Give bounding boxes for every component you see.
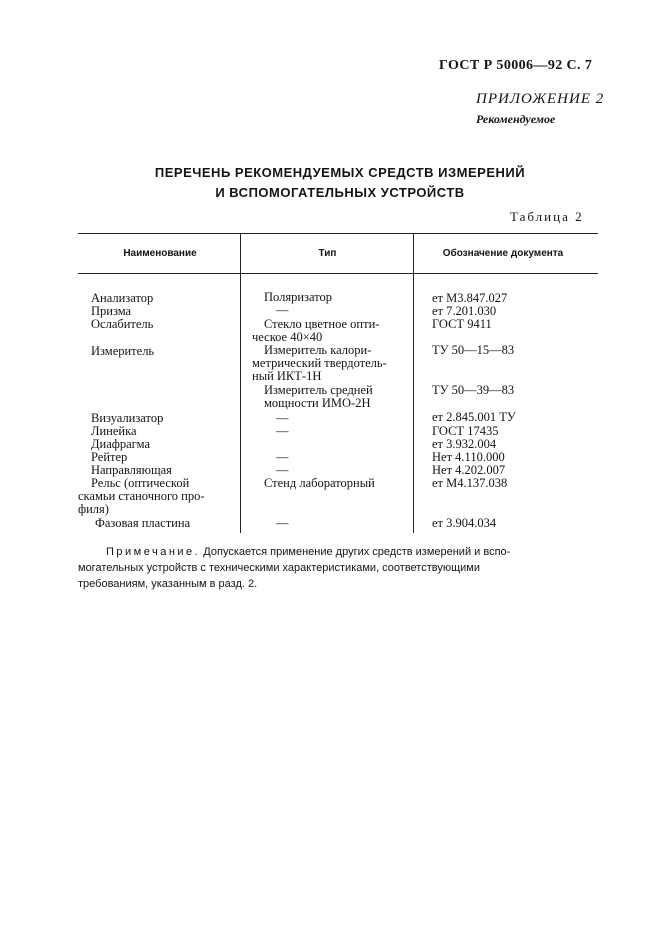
table-header-doc: Обозначение документа: [442, 248, 564, 259]
table-cell-doc: ет М3.847.027: [432, 291, 508, 305]
table-column-divider-2: [413, 233, 414, 533]
note-lead: Примечание.: [106, 546, 201, 558]
table-cell-name: Анализатор: [91, 291, 154, 305]
table-cell-type: —: [276, 303, 289, 317]
table-header-type: Тип: [318, 248, 337, 259]
document-title: [80, 163, 600, 203]
table-header-name: Наименование: [123, 248, 197, 259]
table-cell-name: Диафрагма: [91, 437, 150, 451]
table-cell-doc: ТУ 50—15—83: [432, 343, 515, 357]
table-cell-type: Стекло цветное опти-: [264, 317, 380, 331]
table-cell-type: Измеритель средней: [264, 383, 373, 397]
table-cell-type: ный ИКТ-1Н: [252, 369, 322, 383]
table-cell-type: —: [276, 463, 289, 477]
table-cell-name: скамьи станочного про-: [78, 489, 205, 503]
document-title-line1: ПЕРЕЧЕНЬ РЕКОМЕНДУЕМЫХ СРЕДСТВ ИЗМЕРЕНИЙ: [154, 165, 526, 180]
table-header-rule: [78, 273, 598, 274]
table-cell-type: —: [276, 411, 289, 425]
table-cell-doc: Нет 4.202.007: [432, 463, 506, 477]
appendix-title: ПРИЛОЖЕНИЕ 2: [476, 91, 605, 107]
table-cell-doc: ТУ 50—39—83: [432, 383, 515, 397]
note-line-3: требованиям, указанным в разд. 2.: [78, 578, 258, 590]
table-cell-name: Измеритель: [91, 344, 155, 358]
table-cell-type: Измеритель калори-: [264, 343, 372, 357]
document-title-line2: И ВСПОМОГАТЕЛЬНЫХ УСТРОЙСТВ: [215, 185, 465, 200]
table-cell-type: —: [276, 450, 289, 464]
appendix-subtitle: Рекомендуемое: [476, 112, 556, 126]
table-cell-type: Поляризатор: [264, 290, 332, 304]
table-cell-type: Стенд лабораторный: [264, 476, 375, 490]
table-column-divider-1: [240, 233, 241, 533]
note-line-1: [90, 544, 600, 560]
table-cell-doc: ет 2.845.001 ТУ: [432, 410, 516, 424]
table-cell-name: Рейтер: [91, 450, 128, 464]
table-note: [78, 544, 600, 592]
table-cell-doc: ет 3.932.004: [432, 437, 497, 451]
table-cell-doc: ГОСТ 17435: [432, 424, 499, 438]
note-line-1-text: Допускается применение других средств измерений и вспо-: [203, 546, 511, 558]
table-cell-type: ческое 40×40: [252, 330, 323, 344]
table-cell-doc: Нет 4.110.000: [432, 450, 505, 464]
table-cell-name: Направляющая: [91, 463, 172, 477]
note-line-2: могательных устройств с техническими характеристиками, соответствующими: [78, 562, 481, 574]
page-header: ГОСТ Р 50006—92 С. 7: [439, 58, 593, 73]
table-cell-name: филя): [78, 502, 109, 516]
table-cell-name: Фазовая пластина: [95, 516, 191, 530]
table-top-rule: [78, 233, 598, 234]
table-cell-name: Линейка: [91, 424, 137, 438]
table-cell-doc: ет 7.201.030: [432, 304, 497, 318]
table-cell-name: Призма: [91, 304, 132, 318]
table-cell-name: Рельс (оптической: [91, 476, 190, 490]
table-cell-name: Ослабитель: [91, 317, 154, 331]
table-cell-doc: ет 3.904.034: [432, 516, 497, 530]
table-cell-type: —: [276, 516, 289, 530]
table-cell-doc: ет М4.137.038: [432, 476, 508, 490]
table-cell-type: метрический твердотель-: [252, 356, 387, 370]
table-cell-type: мощности ИМО-2Н: [264, 396, 371, 410]
table-cell-name: Визуализатор: [91, 411, 164, 425]
table-label: Таблица 2: [510, 209, 584, 224]
table-cell-type: —: [276, 424, 289, 438]
table-cell-doc: ГОСТ 9411: [432, 317, 492, 331]
